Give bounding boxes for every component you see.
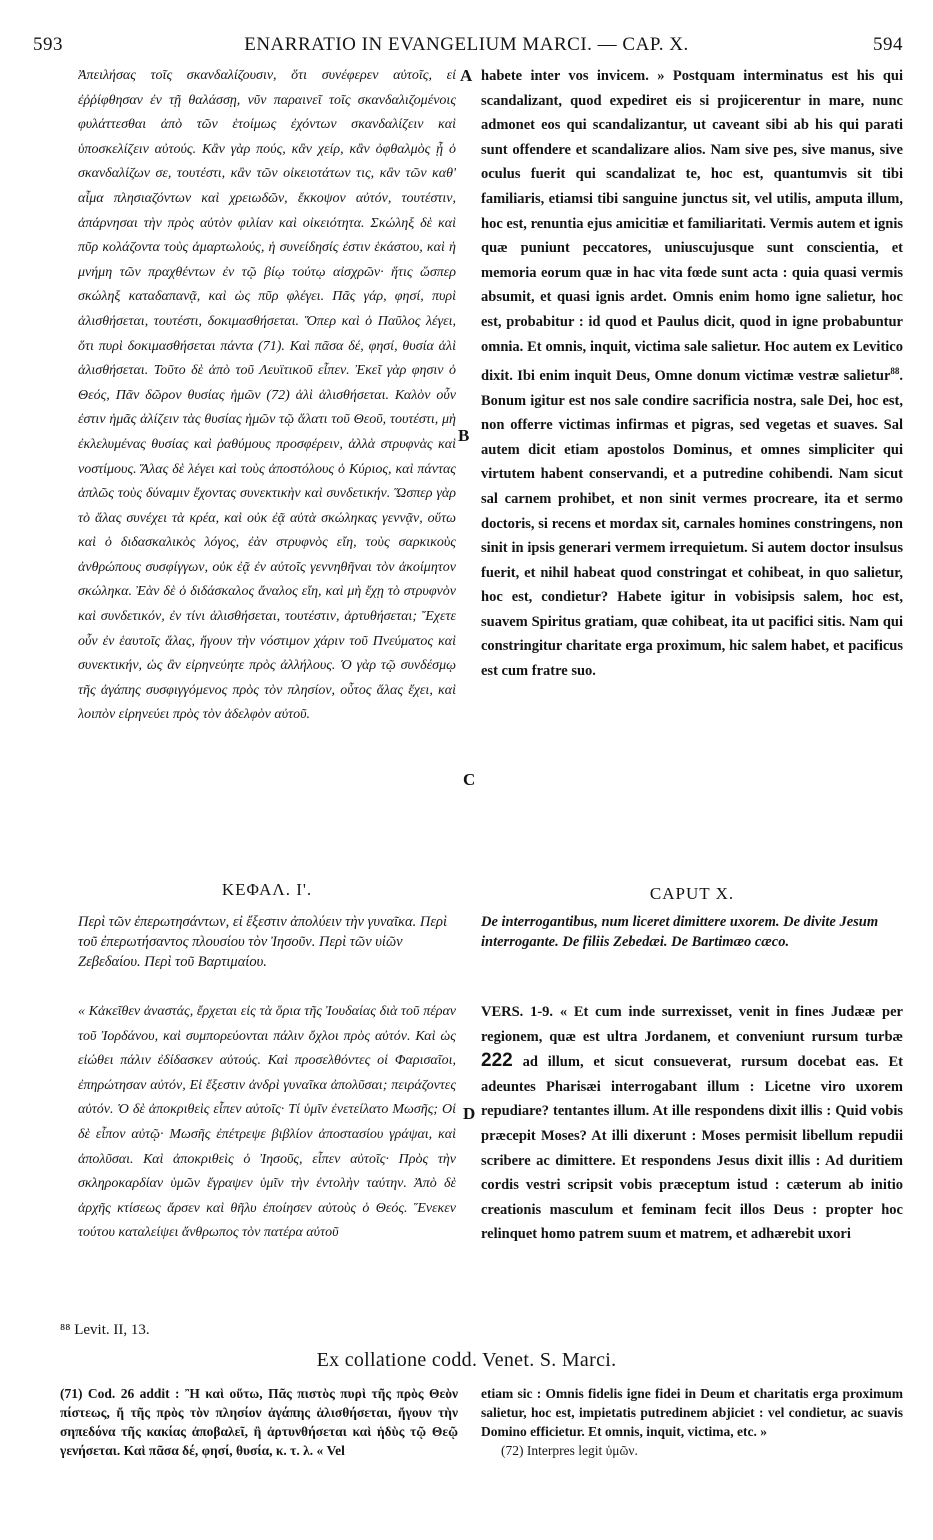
notes-right [481,1384,903,1484]
greek-text-top: Ἀπειλήσας τοῖς σκανδαλίζουσιν, ὅτι συνέφερεν αὐτοῖς, εἰ ἐῤῥίφθησαν ἐν τῇ θαλάσσῃ, νῦν παραινεῖ τοῖς σκανδαλιζομένοις φυλάττεσθαι ἀπὸ τῶν ἑτοίμως ἐχόντων σκανδαλίζειν καὶ ὑποσκελίζειν αὐτούς. Κἂν γὰρ πούς, κἂν χείρ, κἂν ὀφθαλμὸς ᾗ ὁ σκανδαλίζων σε, τουτέστι, κἂν τῶν οἰκειοτάτων τις, κἂν τῶν καθ' αἷμα πλησιαζόντων καὶ χρειωδῶν, ἔκκοψον αὐτόν, τουτέστιν, ἀπάρνησαι τὴν πρὸς αὐτὸν φιλίαν καὶ οἰκειότητα. Σκώληξ δὲ καὶ πῦρ κολάζοντα τοὺς ἁμαρτωλούς, ἡ συνείδησίς ἐστιν ἑκάστου, καὶ ἡ μνήμη τῶν πραχθέντων ἐν τῷ βίῳ τούτῳ αἰσχρῶν· ἥτις ὥσπερ σκώληξ καταδαπανᾷ, καὶ ὡς πῦρ φλέγει. Πᾶς γάρ, φησί, πυρὶ ἁλισθήσεται, τουτέστι, δοκιμασθήσεται. Ὅπερ καὶ ὁ Παῦλος λέγει, ὅτι πυρὶ δοκιμασθήσεται πάντα (71). Καὶ πᾶσα δέ, φησί, θυσία ἁλὶ ἁλισθήσεται. Τοῦτο δὲ ἀπὸ τοῦ Λευϊτικοῦ εἶπεν. Ἐκεῖ γὰρ φησιν ὁ Θεός, Πᾶν δῶρον θυσίας ἡμῶν (72) ἁλὶ ἁλισθήσεται. Καλὸν οὖν ἐστιν ἡμᾶς ἁλίζειν τὰς θυσίας ἡμῶν τῷ ἅλατι τοῦ Θεοῦ, τουτέστι, μὴ ἐκλελυμένας θυσίας καὶ ῥαθύμους προσφέρειν, ἀλλὰ στρυφνὰς καὶ νοστίμους. Ἅλας δὲ λέγει καὶ τοὺς ἀποστόλους ὁ Κύριος, καὶ πάντας ἁπλῶς τοὺς δύναμιν ἔχοντας συνεκτικὴν καὶ συνδετικήν. Ὥσπερ γὰρ τὸ ἅλας συνέχει τὰ κρέα, καὶ οὐκ ἐᾷ αὐτὰ σκώληκας γεννᾷν, οὕτω καὶ ὁ διδασκαλικὸς λόγος, ἐὰν στρυφνὸς εἴη, τοὺς σαρκικοὺς ἀνθρώπους συσφίγγων, οὐκ ἐᾷ ἐν αὐτοῖς γεννηθῆναι τὸν ἀκοίμητον σκώληκα. Ἐὰν δὲ ὁ διδάσκαλος ἄναλος εἴη, καὶ μὴ ἔχῃ τὸ στρυφνὸν καὶ συνδετικόν, ἐν τίνι ἁλισθήσεται, τουτέστιν, ἀρτυθήσεται; Ἔχετε οὖν ἐν ἑαυτοῖς ἅλας, ἤγουν τὴν νόστιμον χάριν τοῦ Πνεύματος καὶ συνεκτικήν, ὡς ἂν εἰρηνεύητε πρὸς ἀλλήλους. Ὁ γὰρ τῷ συνδέσμῳ τῆς ἀγάπης συσφιγγόμενος πρὸς τὸν πλησίον, οὗτος ἅλας ἔχει, καὶ λοιπὸν εἰρηνεύει πρὸς τὸν ἀδελφὸν αὐτοῦ. [78,68,456,723]
latin-text-bottom-a: VERS. 1-9. « Et cum inde surrexisset, venit in fines Judææ per regionem, quæ est ultra Jordanem, et conveniunt rursum turbæ [481,1004,903,1045]
margin-letter-a: A [460,66,473,85]
latin-column-top [481,64,903,864]
greek-column-bottom [78,1000,456,1318]
latin-text-bottom-b: ad illum, et sicut consueverat, rursum docebat eas. Et adeuntes Pharisæi interrogabant illum : Licetne viro uxorem repudiare? tentantes illum. At ille respondens dixit illis : Quid vobis præcepit Moses? At illi dixerunt : Moses permisit libellum repudii scribere ac dimittere. Et respondens Jesus dixit illis : Ad duritiem cordis vestri scripsit vobis præceptum istud : cæterum ab initio creationis masculum et feminam fecit illos Deus : propter hoc relinquet homo patrem suum et matrem, et adhærebit uxori [481,1054,903,1243]
latin-text-bottom [481,1000,903,1247]
note-71-latin: etiam sic : Omnis fidelis igne fidei in Deum et charitatis erga proximum salietur, hoc est, impietatis putredinem abjiciet : vel condietur, ac suavis Domino efficietur. Et omnis, inquit, victima, etc. » [481,1386,903,1439]
running-header [0,34,933,60]
note-71: (71) Cod. 26 addit : Ἢ καὶ οὕτω, Πᾶς πιστὸς πυρὶ τῆς πρὸς Θεὸν πίστεως, ἤ τῆς πρὸς τὸν πλησίον ἀγάπης ἁλισθήσεται, ἤγουν τὴν σηπεδόνα τῆς κακίας ἀποβαλεῖ, ἢ ἀρτυνθήσεται καὶ ἡδὺς τῷ Θεῷ γενήσεται. Καὶ πᾶσα δέ, φησί, θυσία, κ. τ. λ. « Vel [60,1386,458,1458]
chapter-subtitle-latin: De interrogantibus, num liceret dimittere uxorem. De divite Jesum interrogante. De filiis Zebedæi. De Bartimæo cæco. [481,914,879,950]
margin-letter-d: D [463,1104,476,1123]
latin-text-top-a: habete inter vos invicem. » Postquam interminatus est his qui scandalizant, quod expediret eis si projicerentur in mare, nunc admonet eos qui scandalizantur, ut caveant sibi ab his qui parati sunt offendere et scandalizare alios. Nam sive pes, sive manus, sive oculus fuerit qui scandalizat te, hoc est, quantumvis sit tibi familiaris, etiamsi tibi sanguine junctus sit, vel utilis, amputa illum, hoc est, renuntia ejus amicitiæ et familiaritati. Vermis autem et ignis quæ puniunt peccatores, uniuscujusque sunt conscientia, et memoria eorum quæ in hac vita fœde sunt acta : quia quasi vermis absumit, et quasi ignis ardet. Omnis enim homo igne salietur, hoc est, probabitur : id quod et Paulus dicit, quod in igne probabuntur omnia. Et omnis, inquit, victima sale salietur. Hoc autem ex Levitico dixit. Ibi enim inquit Deus, Omne donum victimæ vestræ salietur [481,68,903,384]
margin-letter-c: C [463,770,476,789]
chapter-title-latin: CAPUT X. [649,884,735,903]
notes-left [60,1384,458,1484]
page-number-left: 593 [33,34,63,55]
note-72: (72) Interpres legit ὑμῶν. [501,1443,638,1458]
footnote: ⁸⁸ Levit. II, 13. [60,1322,150,1338]
latin-text-top-b: . Bonum igitur est nos sale condire sacrificia nostra, sale Dei, hoc est, non offerre victimas infirmas et pigras, sed vegetas et suaves. Sal autem dicit etiam apostolos Dominus, et omnes simpliciter qui virtutem habent conservandi, et a putredine cohibendi. Nam sicut sal carnem prohibet, et non sinit vermes procreare, ita et sermo doctoris, si recens et mordax sit, carnales homines constringens, non sinit in ipsis generari vermem irrequietum. Si autem doctor insulsus fuerit, et nihil habeat quod constringat et cohibeat, in quo salietur, hoc est, condietur? Habete igitur in vobisipsis salem, hoc est, suavem Spiritus gratiam, quæ cohibeat, ita ut pacifici sitis. Nam qui constringitur charitate erga proximum, hic salem habet, et pacificus est cum fratre suo. [481,367,903,680]
chapter-subtitle-greek: Περὶ τῶν ἐπερωτησάντων, εἰ ἔξεστιν ἀπολύειν τὴν γυναῖκα. Περὶ τοῦ ἐπερωτήσαντος πλουσίου τὸν Ἰησοῦν. Περὶ τῶν υἱῶν Ζεβεδαίου. Περὶ τοῦ Βαρτιμαίου. [78,914,448,970]
running-title: ENARRATIO IN EVANGELIUM MARCI. — CAP. X. [244,34,689,55]
margin-letter-b: B [458,426,470,445]
latin-column-bottom [481,1000,903,1318]
greek-text-bottom: « Κἀκεῖθεν ἀναστάς, ἔρχεται εἰς τὰ ὅρια τῆς Ἰουδαίας διὰ τοῦ πέραν τοῦ Ἰορδάνου, καὶ συμπορεύονται πάλιν ὄχλοι πρὸς αὐτόν. Καὶ ὡς εἰώθει πάλιν ἐδίδασκεν αὐτούς. Καὶ προσελθόντες οἱ Φαρισαῖοι, ἐπηρώτησαν αὐτόν, Εἰ ἔξεστιν ἀνδρὶ γυναῖκα ἀπολῦσαι; πειράζοντες αὐτόν. Ὁ δὲ ἀποκριθεὶς εἶπεν αὐτοῖς· Τί ὑμῖν ἐνετείλατο Μωσῆς; Οἱ δὲ εἶπον αὐτῷ· Μωσῆς ἐπέτρεψε βιβλίον ἀποστασίου γράψαι, καὶ ἀπολῦσαι. Καὶ ἀποκριθεὶς ὁ Ἰησοῦς, εἶπεν αὐτοῖς· Πρὸς τὴν σκληροκαρδίαν ὑμῶν ἔγραψεν ὑμῖν τὴν ἐντολὴν ταύτην. Ἀπὸ δὲ ἀρχῆς κτίσεως ἄρσεν καὶ θῆλυ ἐποίησεν αὐτοὺς ὁ Θεός. Ἕνεκεν τούτου καταλείψει ἄνθρωπος τὸν πατέρα αὐτοῦ [78,1004,456,1241]
column-number: 222 [481,1050,513,1072]
greek-column-top [78,64,456,864]
page-number-right: 594 [873,34,903,55]
collation-heading: Ex collatione codd. Venet. S. Marci. [316,1349,617,1371]
footnote-ref-88: 88 [890,366,900,377]
chapter-title-greek: ΚΕΦΑΛ. Ι'. [221,880,313,899]
latin-text-top [481,64,903,684]
